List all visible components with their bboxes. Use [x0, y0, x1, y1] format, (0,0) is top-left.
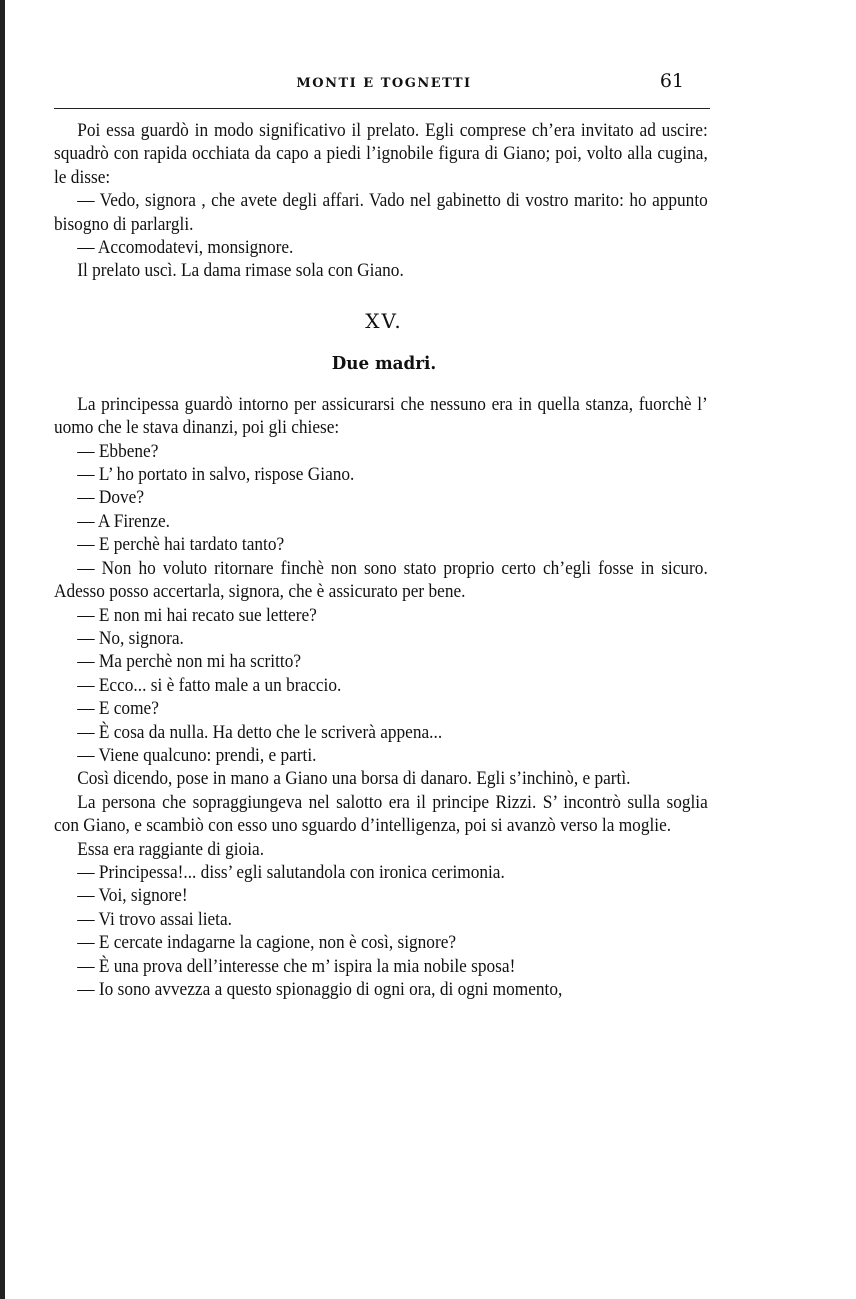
paragraph: — Ebbene?: [77, 440, 159, 462]
paragraph: — Dove?: [77, 487, 145, 509]
body-text: [54, 393, 708, 1002]
paragraph: — E perchè hai tardato tanto?: [77, 534, 285, 556]
paragraph: — E cercate indagarne la cagione, non è così, signore?: [77, 932, 457, 954]
paragraph: — Ma perchè non mi ha scritto?: [77, 651, 302, 673]
paragraph: — Vi trovo assai lieta.: [77, 908, 232, 930]
paragraph: La principessa guardò intorno per assicurarsi che nessuno era in quella stanza, fuorchè l’ uomo che le stava dinanzi, poi gli chiese:: [54, 393, 708, 439]
paragraph: — Ecco... si è fatto male a un braccio.: [77, 674, 342, 696]
paragraph: — A Firenze.: [77, 510, 170, 532]
paragraph: — È cosa da nulla. Ha detto che le scriverà appena...: [77, 721, 443, 743]
page-number: 61: [659, 70, 684, 92]
paragraph: — E come?: [77, 698, 159, 720]
paragraph: Così dicendo, pose in mano a Giano una borsa di danaro. Egli s’inchinò, e partì.: [77, 768, 631, 790]
header-rule: [54, 108, 710, 109]
running-title: MONTI E TOGNETTI: [296, 76, 472, 91]
paragraph: — Io sono avvezza a questo spionaggio di ogni ora, di ogni momento,: [77, 979, 563, 1000]
paragraph: — Accomodatevi, monsignore.: [77, 237, 294, 259]
paragraph: — Viene qualcuno: prendi, e parti.: [77, 744, 317, 766]
paragraph: — È una prova dell’interesse che m’ ispira la mia nobile sposa!: [77, 955, 516, 977]
paragraph: La persona che sopraggiungeva nel salotto era il principe Rizzi. S’ incontrò sulla soglia con Giano, e scambiò con esso uno sguardo d’intelligenza, poi si avanzò verso la moglie.: [54, 791, 708, 837]
book-page: [54, 62, 714, 1001]
chapter-title: Due madri.: [331, 352, 437, 374]
book-binding-edge: [0, 0, 5, 1299]
paragraph: — Principessa!... diss’ egli salutandola con ironica cerimonia.: [77, 861, 505, 883]
paragraph: Il prelato uscì. La dama rimase sola con Giano.: [77, 260, 404, 282]
paragraph: — L’ ho portato in salvo, rispose Giano.: [77, 464, 355, 486]
paragraph: — Voi, signore!: [77, 885, 188, 907]
paragraph: Essa era raggiante di gioia.: [77, 838, 265, 860]
paragraph: Poi essa guardò in modo significativo il prelato. Egli comprese ch’era invitato ad uscire: squadrò con rapida occhiata da capo a piedi l’ignobile figura di Giano; poi, volto alla cugina, le disse:: [54, 120, 708, 188]
page-header: [54, 62, 714, 96]
paragraph: — Vedo, signora , che avete degli affari. Vado nel gabinetto di vostro marito: ho appunto bisogno di parlargli.: [54, 190, 708, 235]
chapter-number: XV.: [365, 308, 403, 333]
paragraph: — No, signora.: [77, 627, 184, 649]
paragraph: — Non ho voluto ritornare finchè non sono stato proprio certo ch’egli fosse in sicuro. Adesso posso accertarla, signora, che è assicurato per bene.: [54, 557, 708, 603]
paragraph: — E non mi hai recato sue lettere?: [77, 604, 317, 626]
body-text: [54, 119, 708, 283]
